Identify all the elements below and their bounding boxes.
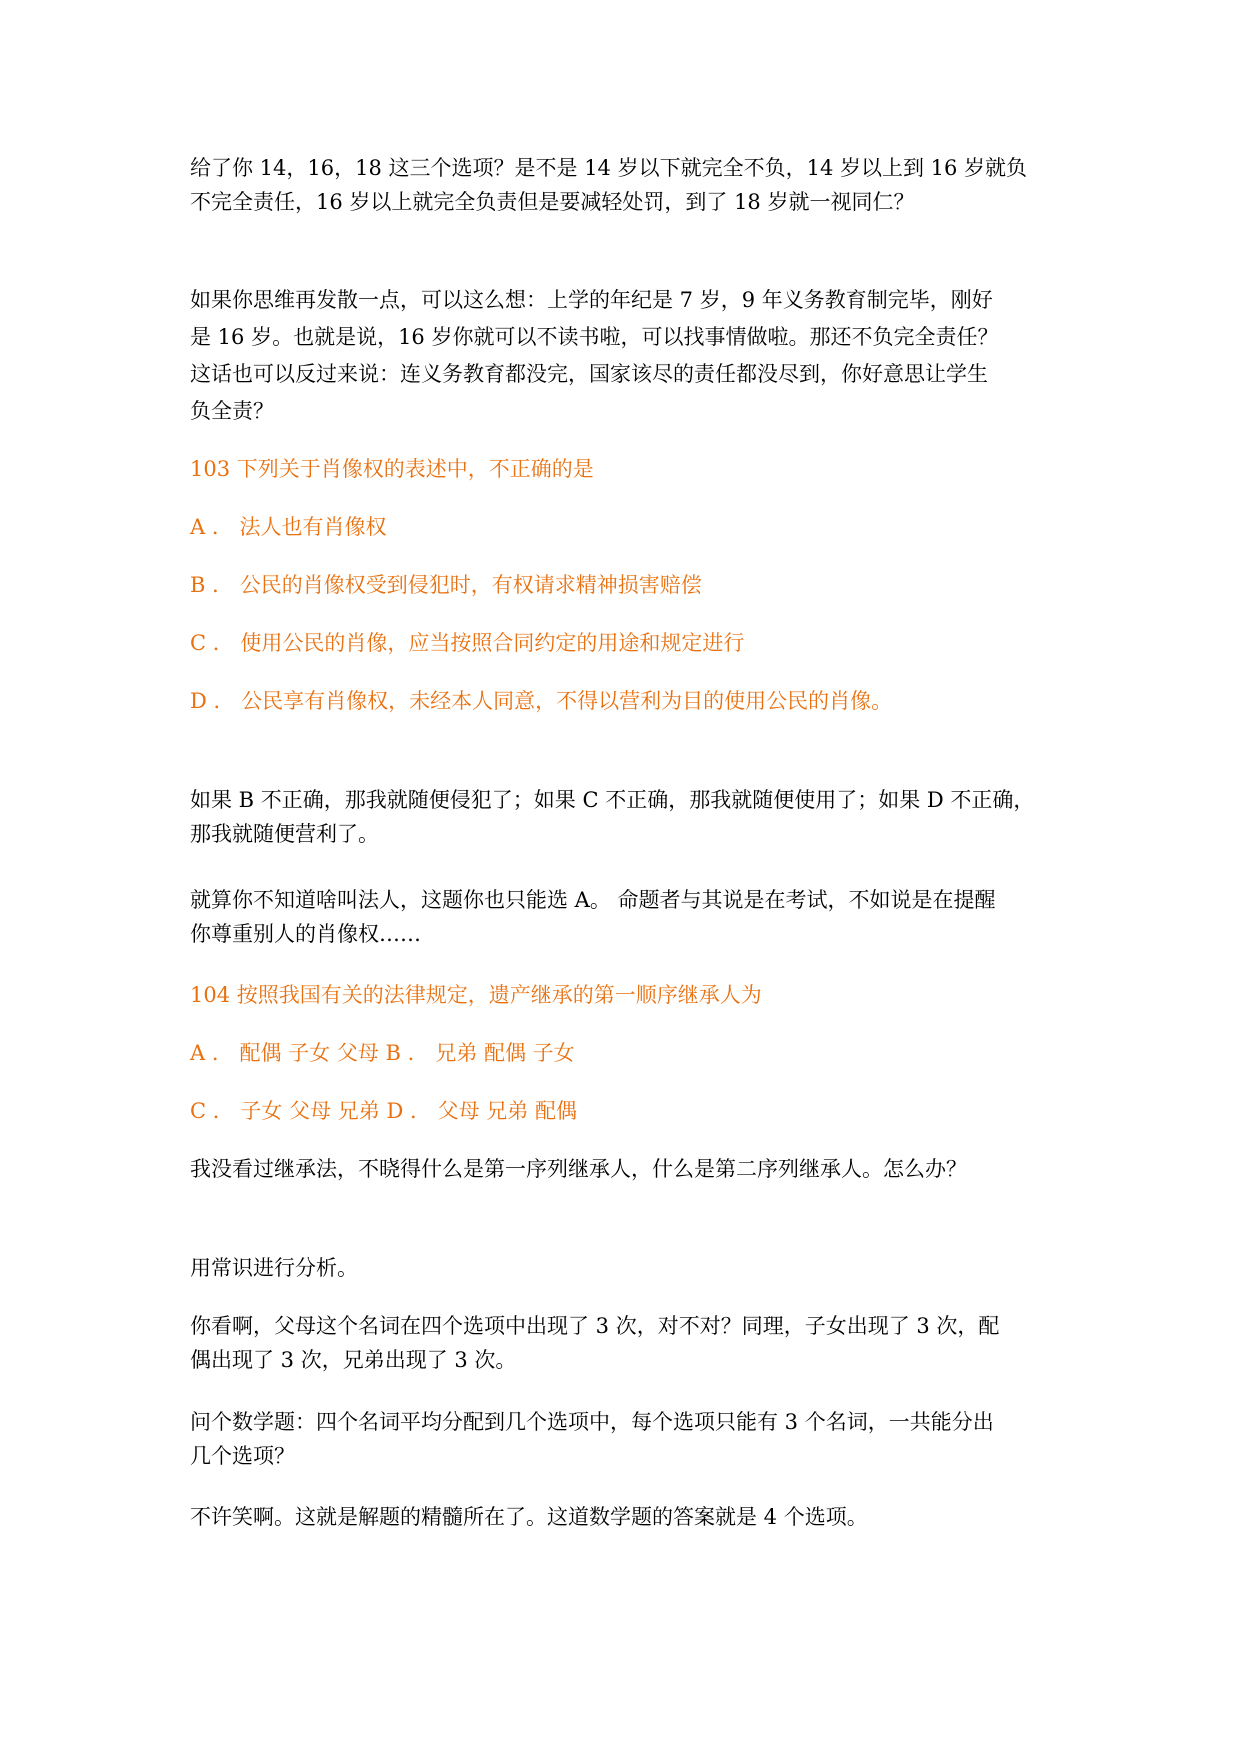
question-104-options-cd: C ． 子女 父母 兄弟 D ． 父母 兄弟 配偶 (190, 1099, 577, 1123)
paragraph-2-line-1: 如果你思维再发散一点，可以这么想：上学的年纪是 7 岁，9 年义务教育制完毕，刚好 (190, 288, 993, 312)
paragraph-1-line-2: 不完全责任，16 岁以上就完全负责但是要减轻处罚，到了 18 岁就一视同仁？ (190, 190, 915, 214)
question-103-option-a: A ． 法人也有肖像权 (190, 515, 387, 539)
paragraph-7-line-1: 你看啊，父母这个名词在四个选项中出现了 3 次，对不对？同理，子女出现了 3 次，配 (190, 1314, 1000, 1338)
paragraph-3-line-2: 那我就随便营利了。 (190, 822, 379, 846)
paragraph-3-line-1: 如果 B 不正确，那我就随便侵犯了；如果 C 不正确，那我就随便使用了；如果 D 不正确， (190, 788, 1035, 812)
question-103-option-d: D ． 公民享有肖像权，未经本人同意，不得以营利为目的使用公民的肖像。 (190, 689, 893, 713)
paragraph-6: 用常识进行分析。 (190, 1256, 358, 1280)
paragraph-2-line-2: 是 16 岁。也就是说，16 岁你就可以不读书啦，可以找事情做啦。那还不负完全责任？ (190, 325, 999, 349)
paragraph-8-line-1: 问个数学题：四个名词平均分配到几个选项中，每个选项只能有 3 个名词，一共能分出 (190, 1410, 994, 1434)
question-103: 103 下列关于肖像权的表述中，不正确的是 (190, 457, 594, 481)
question-104-options-ab: A ． 配偶 子女 父母 B ． 兄弟 配偶 子女 (190, 1041, 575, 1065)
paragraph-1-line-1: 给了你 14，16，18 这三个选项？是不是 14 岁以下就完全不负，14 岁以上到 16 岁就负 (190, 156, 1028, 180)
paragraph-2-line-3: 这话也可以反过来说：连义务教育都没完，国家该尽的责任都没尽到，你好意思让学生 (190, 362, 988, 386)
paragraph-9: 不许笑啊。这就是解题的精髓所在了。这道数学题的答案就是 4 个选项。 (190, 1505, 868, 1529)
paragraph-4-line-1: 就算你不知道啥叫法人，这题你也只能选 A。 命题者与其说是在考试，不如说是在提醒 (190, 888, 996, 912)
paragraph-2-line-4: 负全责？ (190, 399, 274, 423)
paragraph-4-line-2: 你尊重别人的肖像权…… (190, 922, 421, 946)
paragraph-8-line-2: 几个选项？ (190, 1444, 295, 1468)
question-103-option-c: C ． 使用公民的肖像，应当按照合同约定的用途和规定进行 (190, 631, 745, 655)
paragraph-5: 我没看过继承法，不晓得什么是第一序列继承人，什么是第二序列继承人。怎么办？ (190, 1157, 967, 1181)
question-104: 104 按照我国有关的法律规定，遗产继承的第一顺序继承人为 (190, 983, 762, 1007)
question-103-option-b: B ． 公民的肖像权受到侵犯时，有权请求精神损害赔偿 (190, 573, 702, 597)
paragraph-7-line-2: 偶出现了 3 次，兄弟出现了 3 次。 (190, 1348, 517, 1372)
